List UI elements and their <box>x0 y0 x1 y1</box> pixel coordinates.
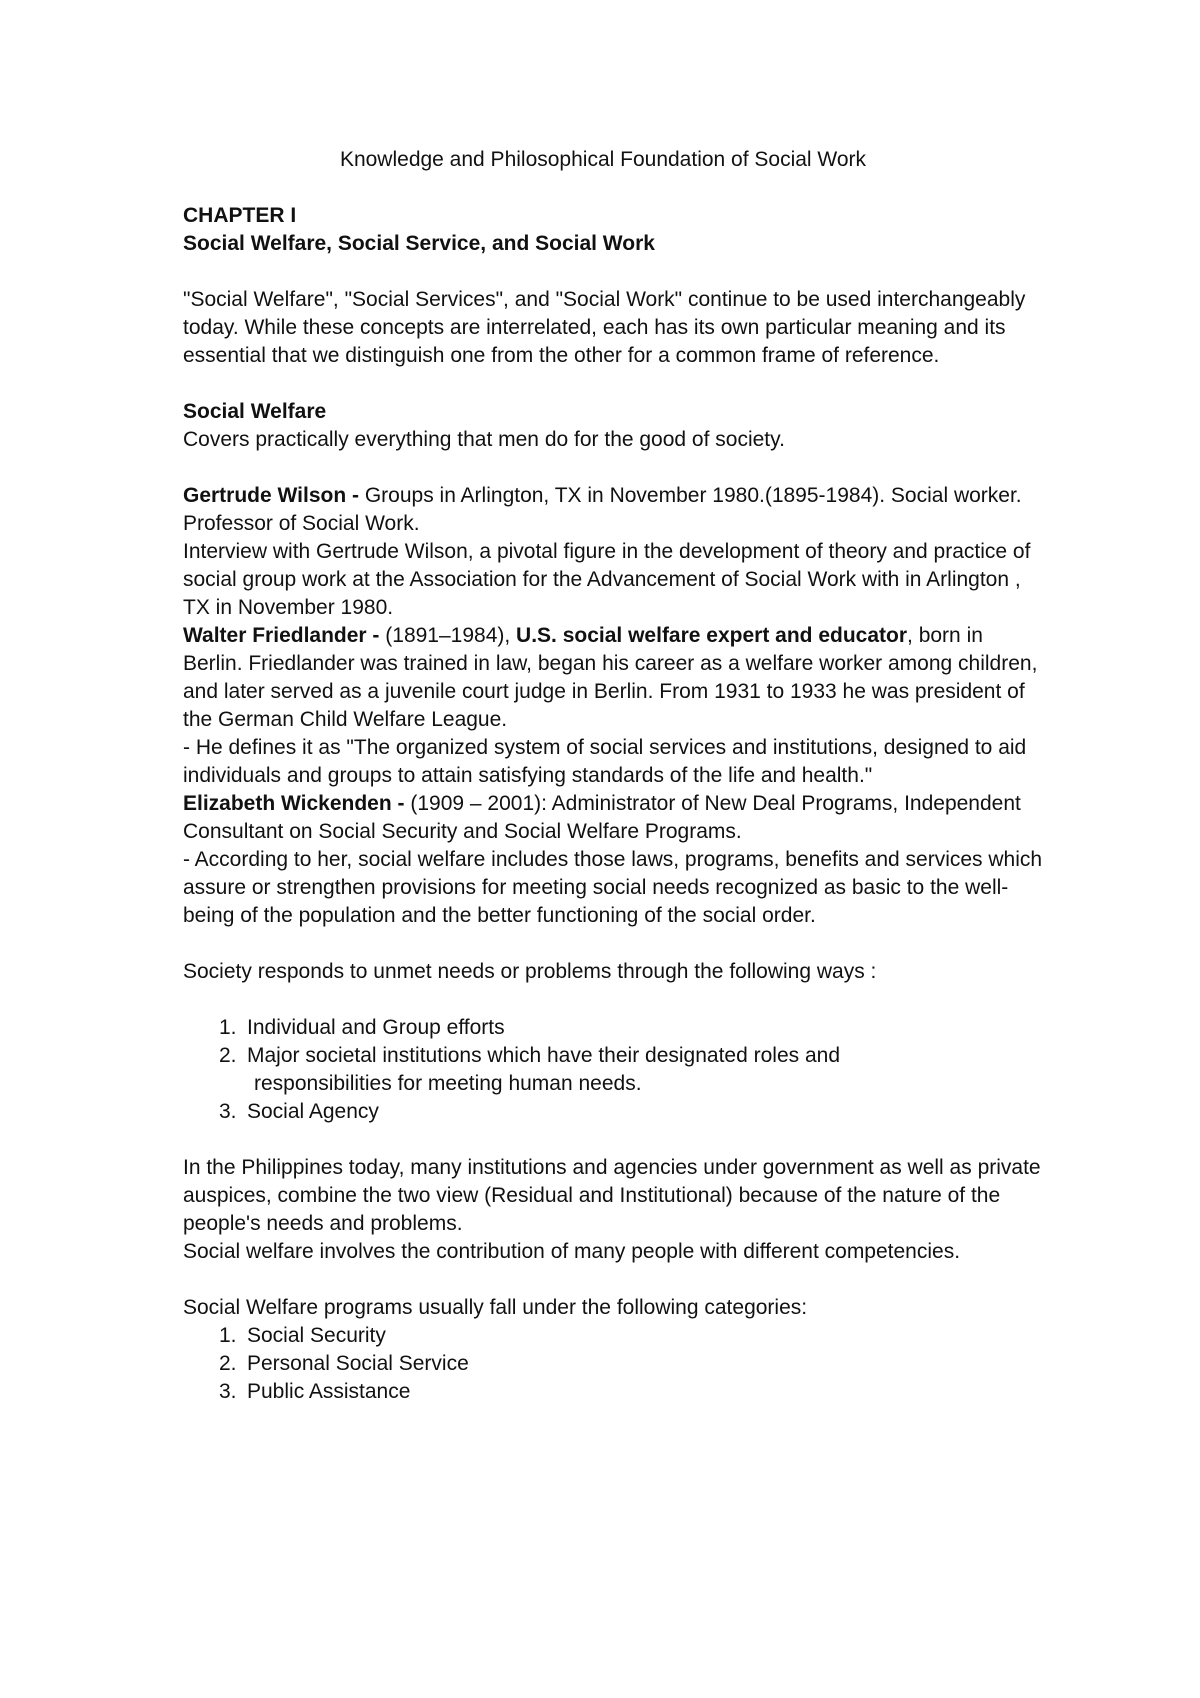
friedlander-bio: , born in Berlin. Friedlander was trained in law, began his career as a welfare worker among children, and later served as a juvenile court judge in Berlin. From 1931 to 1933 he was president of the German Child Welfare League. <box>183 624 1038 731</box>
wilson-interview: Interview with Gertrude Wilson, a pivotal figure in the development of theory and practice of social group work at the Association for the Advancement of Social Work with in Arlington , TX in November 1980. <box>183 540 1031 619</box>
list-item: 1. Social Security <box>219 1324 386 1347</box>
wickenden-name: Elizabeth Wickenden - <box>183 792 405 815</box>
contribution-paragraph: Social welfare involves the contribution of many people with different competencies. <box>183 1240 961 1263</box>
responds-intro: Society responds to unmet needs or problems through the following ways : <box>183 960 877 983</box>
list-item: 3. Public Assistance <box>219 1380 411 1403</box>
friedlander-role: U.S. social welfare expert and educator <box>516 624 908 647</box>
wickenden-definition: - According to her, social welfare includes those laws, programs, benefits and services which assure or strengthen provisions for meeting social needs recognized as basic to the well-being of the population and the better functioning of the social order. <box>183 848 1043 927</box>
list-item: 2. Major societal institutions which have their designated roles and responsibilities for meeting human needs. <box>219 1044 840 1095</box>
chapter-label: CHAPTER I <box>183 204 297 227</box>
friedlander-paragraph <box>183 622 1043 734</box>
programs-intro: Social Welfare programs usually fall under the following categories: <box>183 1296 808 1319</box>
list-item: 3. Social Agency <box>219 1100 379 1123</box>
list-item: 2. Personal Social Service <box>219 1352 469 1375</box>
programs-list <box>183 1322 1043 1406</box>
section-heading-social-welfare: Social Welfare <box>183 400 327 423</box>
friedlander-definition: - He defines it as "The organized system of social services and institutions, designed to aid individuals and groups to attain satisfying standards of the life and health." <box>183 736 1027 787</box>
wilson-name: Gertrude Wilson - <box>183 484 359 507</box>
social-welfare-definition: Covers practically everything that men do for the good of society. <box>183 428 785 451</box>
document-body <box>183 146 1043 1406</box>
wilson-bio: Groups in Arlington, TX in November 1980.(1895-1984). Social worker. Professor of Social Work. <box>183 484 1022 535</box>
philippines-paragraph: In the Philippines today, many institutions and agencies under government as well as private auspices, combine the two view (Residual and Institutional) because of the nature of the people's needs and problems. <box>183 1156 1041 1235</box>
document-title: Knowledge and Philosophical Foundation of Social Work <box>339 148 867 171</box>
friedlander-years: (1891–1984), <box>379 624 517 647</box>
wickenden-paragraph <box>183 790 1043 846</box>
list-item: 1. Individual and Group efforts <box>219 1016 505 1039</box>
intro-paragraph: "Social Welfare", "Social Services", and "Social Work" continue to be used interchangeably today. While these concepts are interrelated, each has its own particular meaning and its essential that we distinguish one from the other for a common frame of reference. <box>183 288 1026 367</box>
chapter-title: Social Welfare, Social Service, and Social Work <box>183 232 655 255</box>
wilson-paragraph <box>183 482 1043 538</box>
responds-list <box>183 1014 1043 1126</box>
friedlander-name: Walter Friedlander - <box>183 624 380 647</box>
wickenden-bio: (1909 – 2001): Administrator of New Deal Programs, Independent Consultant on Social Security and Social Welfare Programs. <box>183 792 1021 843</box>
